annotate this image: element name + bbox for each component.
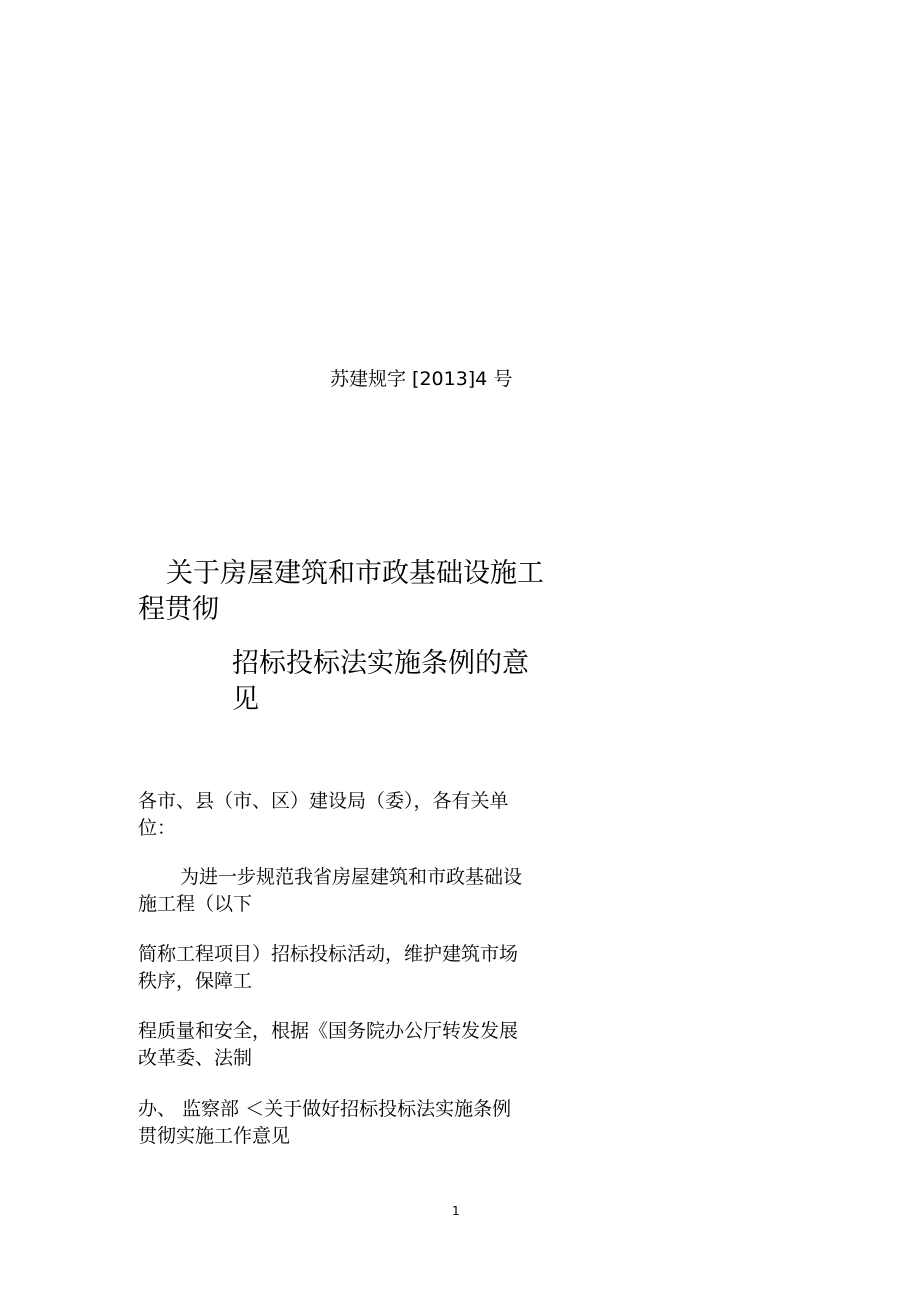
document-title-line-3: 招标投标法实施条例的意 [232, 648, 529, 679]
document-title-line-2: 程贯彻 [138, 594, 219, 625]
salutation-line-2: 位： [138, 817, 177, 839]
document-title-line-4: 见 [232, 684, 259, 715]
document-title-line-1: 关于房屋建筑和市政基础设施工 [166, 558, 544, 589]
body-text-line: 简称工程项目）招标投标活动，维护建筑市场 [138, 943, 519, 965]
body-text-line: 改革委、法制 [138, 1047, 253, 1069]
salutation-line-1: 各市、县（市、区）建设局（委），各有关单 [138, 790, 509, 812]
body-text-line: 施工程（以下 [138, 893, 253, 915]
body-text-line: 贯彻实施工作意见 [138, 1125, 291, 1147]
body-text-line: 为进一步规范我省房屋建筑和市政基础设 [180, 866, 523, 888]
document-number: 苏建规字 [2013]4 号 [330, 368, 513, 390]
page-number: 1 [452, 1204, 460, 1218]
body-text-line: 办、 监察部 ＜关于做好招标投标法实施条例 [138, 1098, 512, 1120]
body-text-line: 程质量和安全，根据《国务院办公厅转发发展 [138, 1020, 519, 1042]
body-text-line: 秩序，保障工 [138, 970, 253, 992]
